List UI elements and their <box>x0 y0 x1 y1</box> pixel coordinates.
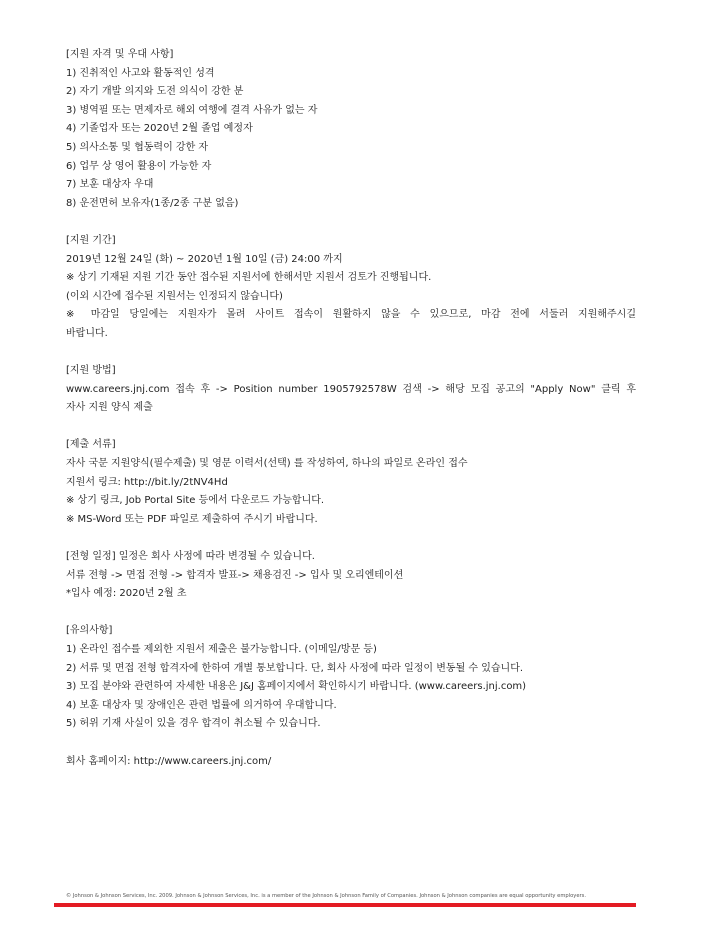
list-item: 7) 보훈 대상자 우대 <box>66 179 154 191</box>
text-line: 2019년 12월 24일 (화) ~ 2020년 1월 10일 (금) 24:00 까지 <box>66 253 343 265</box>
method-section <box>66 362 636 418</box>
text-line: ※ 마감일 당일에는 지원자가 몰려 사이트 접속이 원활하지 않을 수 있으므로, 마감 전에 서둘러 지원해주시길 <box>66 309 636 321</box>
text-line: *입사 예정: 2020년 2월 초 <box>66 588 187 600</box>
text-line: 자사 국문 지원양식(필수제출) 및 영문 이력서(선택) 를 작성하여, 하나의 파일로 온라인 접수 <box>66 458 468 470</box>
text-line: (이외 시간에 접수된 지원서는 인정되지 않습니다) <box>66 290 283 302</box>
list-item: 3) 병역필 또는 면제자로 해외 여행에 결격 사유가 없는 자 <box>66 104 318 116</box>
section-heading: [지원 자격 및 우대 사항] <box>66 49 174 60</box>
section-heading: [유의사항] <box>66 625 113 637</box>
document-body <box>66 46 636 790</box>
text-line: 지원서 링크: http://bit.ly/2tNV4Hd <box>66 476 228 488</box>
list-item: 1) 진취적인 사고와 활동적인 성격 <box>66 67 215 79</box>
text-line: ※ 상기 기재된 지원 기간 동안 접수된 지원서에 한해서만 지원서 검토가 진행됩니다. <box>66 272 432 284</box>
qualifications-section <box>66 46 636 213</box>
section-heading: [지원 기간] <box>66 234 116 246</box>
text-line: ※ MS-Word 또는 PDF 파일로 제출하여 주시기 바랍니다. <box>66 513 318 525</box>
list-item: 2) 자기 개발 의지와 도전 의식이 강한 분 <box>66 86 244 98</box>
list-item: 8) 운전면허 보유자(1종/2종 구분 없음) <box>66 197 239 209</box>
list-item: 4) 보훈 대상자 및 장애인은 관련 법률에 의거하여 우대합니다. <box>66 699 337 711</box>
list-item: 4) 기졸업자 또는 2020년 2월 졸업 예정자 <box>66 123 253 135</box>
text-line: ※ 상기 링크, Job Portal Site 등에서 다운로드 가능합니다. <box>66 495 325 507</box>
documents-section <box>66 436 636 529</box>
schedule-section <box>66 548 636 604</box>
text-line: 바랍니다. <box>66 327 108 339</box>
list-item: 1) 온라인 접수를 제외한 지원서 제출은 불가능합니다. (이메일/방문 등) <box>66 644 377 655</box>
list-item: 2) 서류 및 면접 전형 합격자에 한하여 개별 통보합니다. 단, 회사 사정에 따라 일정이 변동될 수 있습니다. <box>66 662 524 674</box>
footer-bar <box>54 903 636 907</box>
homepage-section <box>66 753 636 772</box>
list-item: 5) 의사소통 및 협동력이 강한 자 <box>66 141 209 153</box>
text-line: www.careers.jnj.com 접속 후 -> Position number 1905792578W 검색 -> 해당 모집 공고의 "Apply Now" 클릭 후 <box>66 383 636 395</box>
notes-section <box>66 622 636 734</box>
period-section <box>66 232 636 344</box>
list-item: 3) 모집 분야와 관련하여 자세한 내용은 J&J 홈페이지에서 확인하시기 바랍니다. (www.careers.jnj.com) <box>66 681 527 693</box>
text-line: 서류 전형 -> 면접 전형 -> 합격자 발표-> 채용검진 -> 입사 및 오리엔테이션 <box>66 569 404 581</box>
text-line: 자사 지원 양식 제출 <box>66 402 153 414</box>
list-item: 5) 허위 기재 사실이 있을 경우 합격이 취소될 수 있습니다. <box>66 718 321 730</box>
section-heading: [전형 일정] 일정은 회사 사정에 따라 변경될 수 있습니다. <box>66 551 315 563</box>
list-item: 6) 업무 상 영어 활용이 가능한 자 <box>66 160 212 172</box>
section-heading: [지원 방법] <box>66 365 116 377</box>
footer-copyright: © Johnson & Johnson Services, Inc. 2009. Johnson & Johnson Services, Inc. is a member of the Johnson & Johnson Family of Companies. Johnson & Johnson companies are equal opportunity employers. <box>66 893 587 899</box>
section-heading: [제출 서류] <box>66 439 116 451</box>
homepage-line: 회사 홈페이지: http://www.careers.jnj.com/ <box>66 755 272 767</box>
